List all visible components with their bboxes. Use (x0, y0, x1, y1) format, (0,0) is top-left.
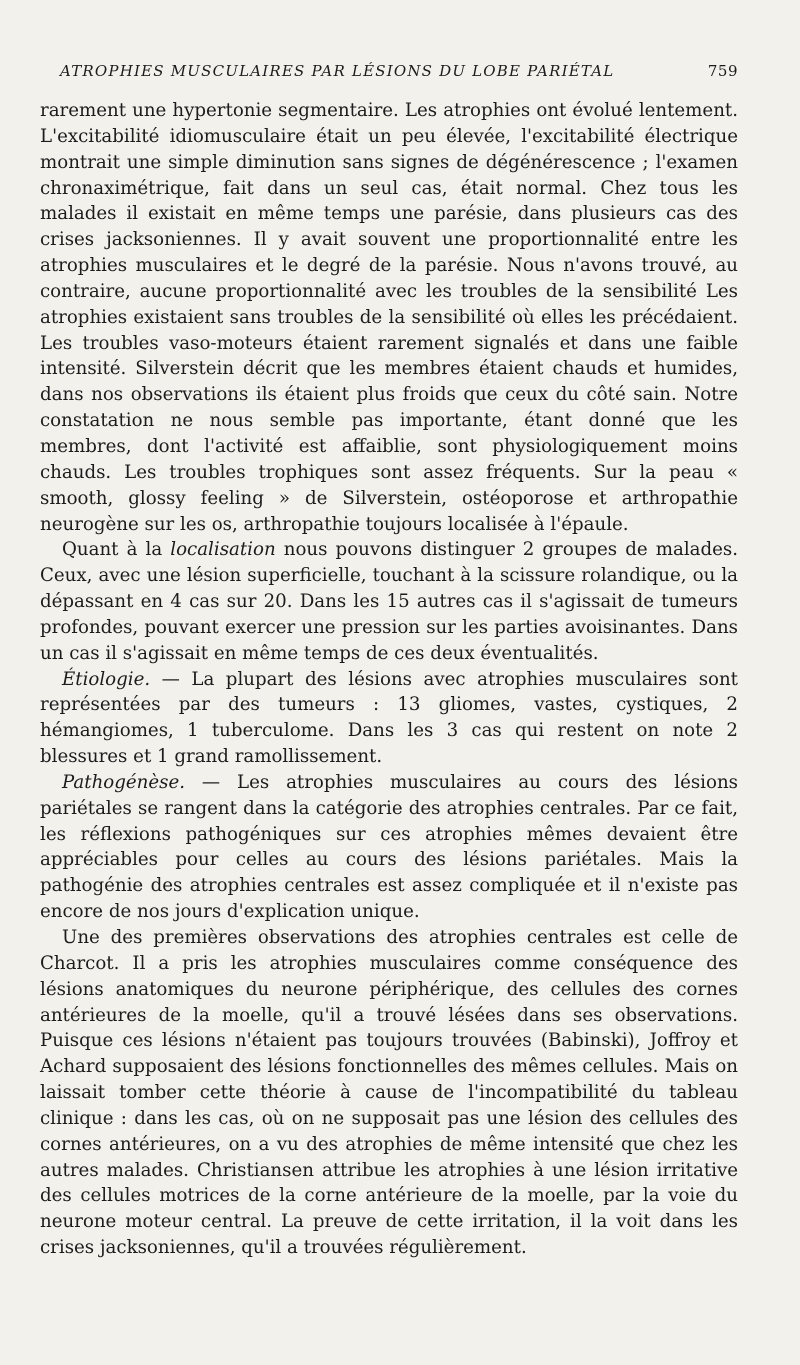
paragraph-localisation (40, 537, 738, 666)
paragraph-text: Quant à la (62, 539, 171, 561)
paragraph-text: nous pouvons distinguer 2 groupes de malades. Ceux, avec une lésion superficielle, touchant à la scissure rolandique, ou la dépassant en 4 cas sur 20. Dans les 15 autres cas il s'agissait de tumeurs profondes, pouvant exercer une pression sur les parties avoisinantes. Dans un cas il s'agissait en même temps de ces deux éventualités. (40, 539, 738, 664)
section-heading-etiologie: Étiologie. (62, 668, 151, 690)
page-number: 759 (707, 62, 738, 80)
paragraph-text: — La plupart des lésions avec atrophies musculaires sont représentées par des tumeurs : 13 gliomes, vastes, cystiques, 2 hémangiomes, 1 tuberculome. Dans les 3 cas qui restent on note 2 blessures et 1 grand ramollissement. (40, 668, 738, 768)
paragraph-charcot: Une des premières observations des atrophies centrales est celle de Charcot. Il a pris les atrophies musculaires comme conséquence des lésions anatomiques du neurone périphérique, des cellules des cornes antérieures de la moelle, qu'il a trouvé lésées dans ses observations. Puisque ces lésions n'étaient pas toujours trouvées (Babinski), Joffroy et Achard supposaient des lésions fonctionnelles des mêmes cellules. Mais on laissait tomber cette théorie à cause de l'incompatibilité du tableau clinique : dans les cas, où on ne supposait pas une lésion des cellules des cornes antérieures, on a vu des atrophies de même intensité que chez les autres malades. Christiansen attribue les atrophies à une lésion irritative des cellules motrices de la corne antérieure de la moelle, par la voie du neurone moteur central. La preuve de cette irritation, il la voit dans les crises jacksoniennes, qu'il a trouvées régulièrement. (40, 927, 738, 1259)
paragraph-continuation: rarement une hypertonie segmentaire. Les atrophies ont évolué lentement. L'excitabilité idiomusculaire était un peu élevée, l'excitabilité électrique montrait une simple diminution sans signes de dégénérescence ; l'examen chronaximétrique, fait dans un seul cas, était normal. Chez tous les malades il existait en même temps une parésie, dans plusieurs cas des crises jacksoniennes. Il y avait souvent une proportionnalité entre les atrophies musculaires et le degré de la parésie. Nous n'avons trouvé, au contraire, aucune proportionnalité avec les troubles de la sensibilité Les atrophies existaient sans troubles de la sensibilité où elles les précédaient. Les troubles vaso-moteurs étaient rarement signalés et dans une faible intensité. Silverstein décrit que les membres étaient chauds et humides, dans nos observations ils étaient plus froids que ceux du côté sain. Notre constatation ne nous semble pas importante, étant donné que les membres, dont l'activité est affaiblie, sont physiologiquement moins chauds. Les troubles trophiques sont assez fréquents. Sur la peau « smooth, glossy feeling » de Silverstein, ostéoporose et arthropathie neurogène sur les os, arthropathie toujours localisée à l'épaule. (40, 100, 738, 535)
paragraph-text: — Les atrophies musculaires au cours des lésions pariétales se rangent dans la catégorie des atrophies centrales. Par ce fait, les réflexions pathogéniques sur ces atrophies mêmes devaient être appréciables pour celles au cours des lésions pariétales. Mais la pathogénie des atrophies centrales est assez compliquée et il n'existe pas encore de nos jours d'explication unique. (40, 771, 738, 923)
paragraph-pathogenese (40, 770, 738, 925)
italic-term: localisation (170, 539, 276, 561)
paragraph-etiologie (40, 667, 738, 770)
body-text (40, 98, 738, 1261)
running-header (60, 62, 738, 80)
section-heading-pathogenese: Pathogénèse. (62, 771, 185, 793)
running-title: ATROPHIES MUSCULAIRES PAR LÉSIONS DU LOBE PARIÉTAL (60, 62, 615, 80)
